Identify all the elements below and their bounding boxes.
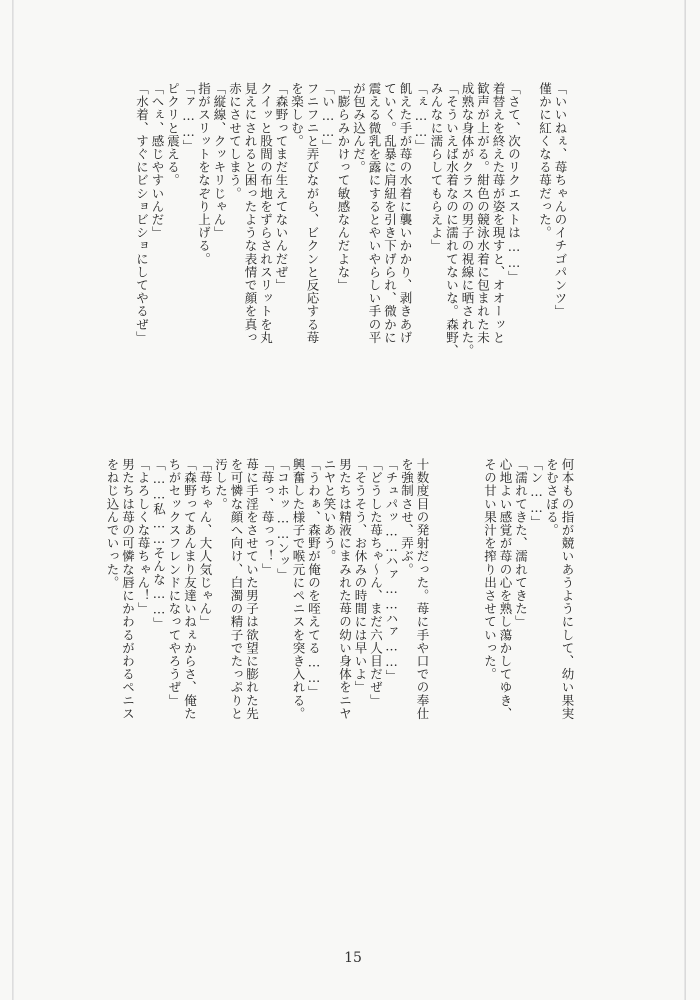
text-line: 「いいねぇ、苺ちゃんのイチゴパンツ」	[553, 82, 568, 318]
text-block-bottom-left	[105, 458, 431, 720]
text-line: その甘い果汁を搾り出させていった。	[482, 458, 498, 681]
text-line: を楽しむ。	[289, 82, 305, 148]
text-line: ていく。乱暴に肩紐を引き下げられ、微かに	[382, 82, 398, 344]
text-line: 飢えた手が苺の水着に襲いかかり、剥きあげ	[398, 82, 413, 344]
text-line: 「へぇ、感じやすいんだ」	[150, 82, 165, 240]
text-line: 「うわぁ、森野が俺のを咥えてる……」	[306, 458, 322, 699]
page-number: 15	[344, 950, 362, 966]
text-line: ピクリと震える。	[165, 82, 181, 187]
text-line: 「森野ってあんまり友達いねぇからさ、俺た	[182, 458, 198, 720]
text-line: 苺に手淫をさせていた男子は欲望に膨れた先	[244, 458, 260, 720]
text-line: が包み込んだ。	[351, 82, 367, 174]
text-line: 「さて、次のリクエストは……」	[506, 82, 522, 284]
text-line: 男たちは苺の可憐な唇にかわるがわるペニス	[120, 458, 136, 720]
text-line: 「苺ちゃん、大人気じゃん」	[198, 458, 213, 629]
text-line: 赤にさせてしまう。	[227, 82, 243, 200]
text-line: 「苺っ、苺っっ！」	[260, 458, 275, 576]
text-line: をねじ込んでいった。	[105, 458, 120, 589]
text-line: 「水着、すぐにビショビショにしてやるぜ」	[134, 82, 150, 344]
text-line: 「……私……そんな……」	[151, 458, 167, 631]
text-line: 「縦線、クッキリじゃん」	[212, 82, 227, 240]
text-block-bottom-right	[482, 458, 575, 720]
text-line: フニフニと弄びながら、ビクンと反応する苺	[305, 82, 320, 344]
text-line: 「よろしくな苺ちゃん！」	[136, 458, 151, 616]
text-line: 「濡れてきた、濡れてきた」	[513, 458, 529, 629]
text-line: 「どうした苺ちゃ～ん、まだ六人目だぜ」	[368, 458, 384, 707]
text-line: をむさぼる。	[544, 458, 560, 537]
text-line: 何本もの指が競いあうようにして、幼い果実	[560, 458, 575, 720]
page-left-edge	[12, 0, 14, 1000]
text-line: みんなに濡らしてもらえよ」	[429, 82, 444, 253]
text-line: 興奮した様子で喉元にペニスを突き入れる。	[291, 458, 306, 720]
text-line: ちがセックスフレンドになってやろうぜ」	[167, 458, 182, 707]
text-line: クイッと股間の布地をずらされスリットを丸	[258, 82, 274, 344]
text-line: 「ァ……」	[181, 82, 196, 153]
text-line: 成熟な身体がクラスの男子の視線に晒された。	[460, 82, 475, 358]
text-line: 「そうそう、お休みの時間には早いよ」	[353, 458, 368, 694]
text-line: 「チュパッ……ハァ……ハァ……」	[384, 458, 399, 683]
text-line: を可憐な顔へ向け、白濁の精子でたっぷりと	[229, 458, 244, 720]
text-line: 心地よい感覚が苺の心を熟し蕩かしてゆき、	[498, 458, 513, 720]
text-line: 指がスリットをなぞり上げる。	[196, 82, 212, 266]
text-line: 男たちは精液にまみれた苺の幼い身体をニヤ	[337, 458, 353, 720]
text-line: 「コホッ……ンッ」	[275, 458, 291, 581]
text-line: 「膨らみかけって敏感なんだよな」	[336, 82, 351, 292]
text-line: 「ぇ……」	[413, 82, 429, 153]
text-line: 十数度目の発射だった。苺に手や口での奉仕	[415, 458, 430, 720]
text-line: 「そういえば水着なのに濡れてないな。森野、	[444, 82, 460, 358]
text-line: 着替えを終えた苺が姿を現すと、オオーッと	[491, 82, 506, 344]
text-line: 「ン……」	[529, 458, 544, 529]
text-line: 「森野ってまだ生えてないんだぜ」	[274, 82, 289, 292]
text-line: 汚した。	[213, 458, 229, 511]
text-block-top	[134, 82, 568, 382]
text-line: ニヤと笑いあう。	[322, 458, 337, 563]
page-right-edge	[684, 0, 686, 1000]
text-line: を強制させ、弄ぶ。	[399, 458, 415, 576]
text-line	[522, 82, 538, 382]
text-line: 見えにされると困ったような表情で顔を真っ	[243, 82, 258, 344]
text-line: 僅かに紅くなる苺だった。	[537, 82, 553, 240]
text-line: 「い……」	[320, 82, 336, 153]
text-line: 歓声が上がる。紺色の競泳水着に包まれた未	[475, 82, 491, 344]
text-line: 震える微乳を露にするとやいやらしい手の平	[367, 82, 382, 344]
